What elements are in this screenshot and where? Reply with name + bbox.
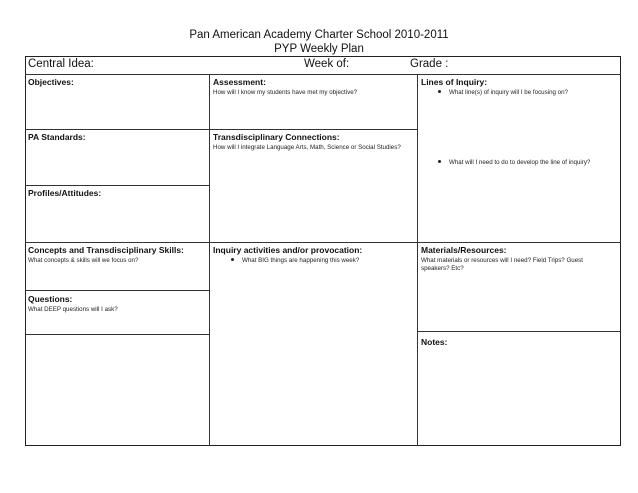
grade-label: Grade :	[410, 58, 449, 70]
week-of-label: Week of:	[304, 58, 350, 70]
top-row	[25, 56, 621, 74]
profiles-heading: Profiles/Attitudes:	[28, 188, 102, 198]
lines-of-inquiry-bullet-1	[438, 89, 568, 97]
transdisciplinary-heading: Transdisciplinary Connections:	[213, 132, 340, 142]
row-divider-1a	[25, 129, 417, 130]
row-divider-3b	[417, 331, 621, 332]
lines-of-inquiry-heading: Lines of Inquiry:	[421, 77, 488, 87]
materials-prompt: What materials or resources will I need? Field Trips? Guest speakers? Etc?	[421, 257, 583, 272]
inquiry-activities-heading: Inquiry activities and/or provocation:	[213, 245, 363, 255]
inquiry-activities-prompt: What BIG things are happening this week?	[242, 257, 360, 264]
materials-heading: Materials/Resources:	[421, 245, 507, 255]
lines-of-inquiry-prompt-1: What line(s) of inquiry will I be focusing on?	[449, 89, 568, 96]
school-name: Pan American Academy Charter School 2010-2011	[189, 29, 449, 41]
assessment-heading: Assessment:	[213, 77, 266, 87]
document-title	[0, 28, 638, 56]
pa-standards-heading: PA Standards:	[28, 132, 86, 142]
row-divider-2	[25, 242, 621, 243]
central-idea-label: Central Idea:	[28, 58, 94, 70]
plan-title: PYP Weekly Plan	[274, 43, 364, 55]
lines-of-inquiry-bullet-2	[438, 159, 590, 167]
notes-heading: Notes:	[421, 337, 448, 347]
inquiry-activities-bullet	[231, 257, 359, 265]
row-divider-3c	[25, 334, 209, 335]
row-divider-3a	[25, 290, 209, 291]
bullet-icon	[438, 90, 441, 93]
bullet-icon	[231, 258, 234, 261]
objectives-heading: Objectives:	[28, 77, 74, 87]
concepts-heading: Concepts and Transdisciplinary Skills:	[28, 245, 184, 255]
questions-heading: Questions:	[28, 294, 73, 304]
transdisciplinary-prompt: How will I integrate Language Arts, Math, Science or Social Studies?	[213, 144, 401, 151]
questions-prompt: What DEEP questions will I ask?	[28, 306, 118, 313]
lines-of-inquiry-prompt-2: What will I need to do to develop the line of inquiry?	[449, 159, 591, 166]
row-divider-1b	[25, 185, 209, 186]
row-divider-top	[25, 74, 621, 75]
bullet-icon	[438, 160, 441, 163]
assessment-prompt: How will I know my students have met my objective?	[213, 89, 358, 96]
concepts-prompt: What concepts & skills will we focus on?	[28, 257, 139, 264]
col-divider-2	[417, 74, 418, 446]
